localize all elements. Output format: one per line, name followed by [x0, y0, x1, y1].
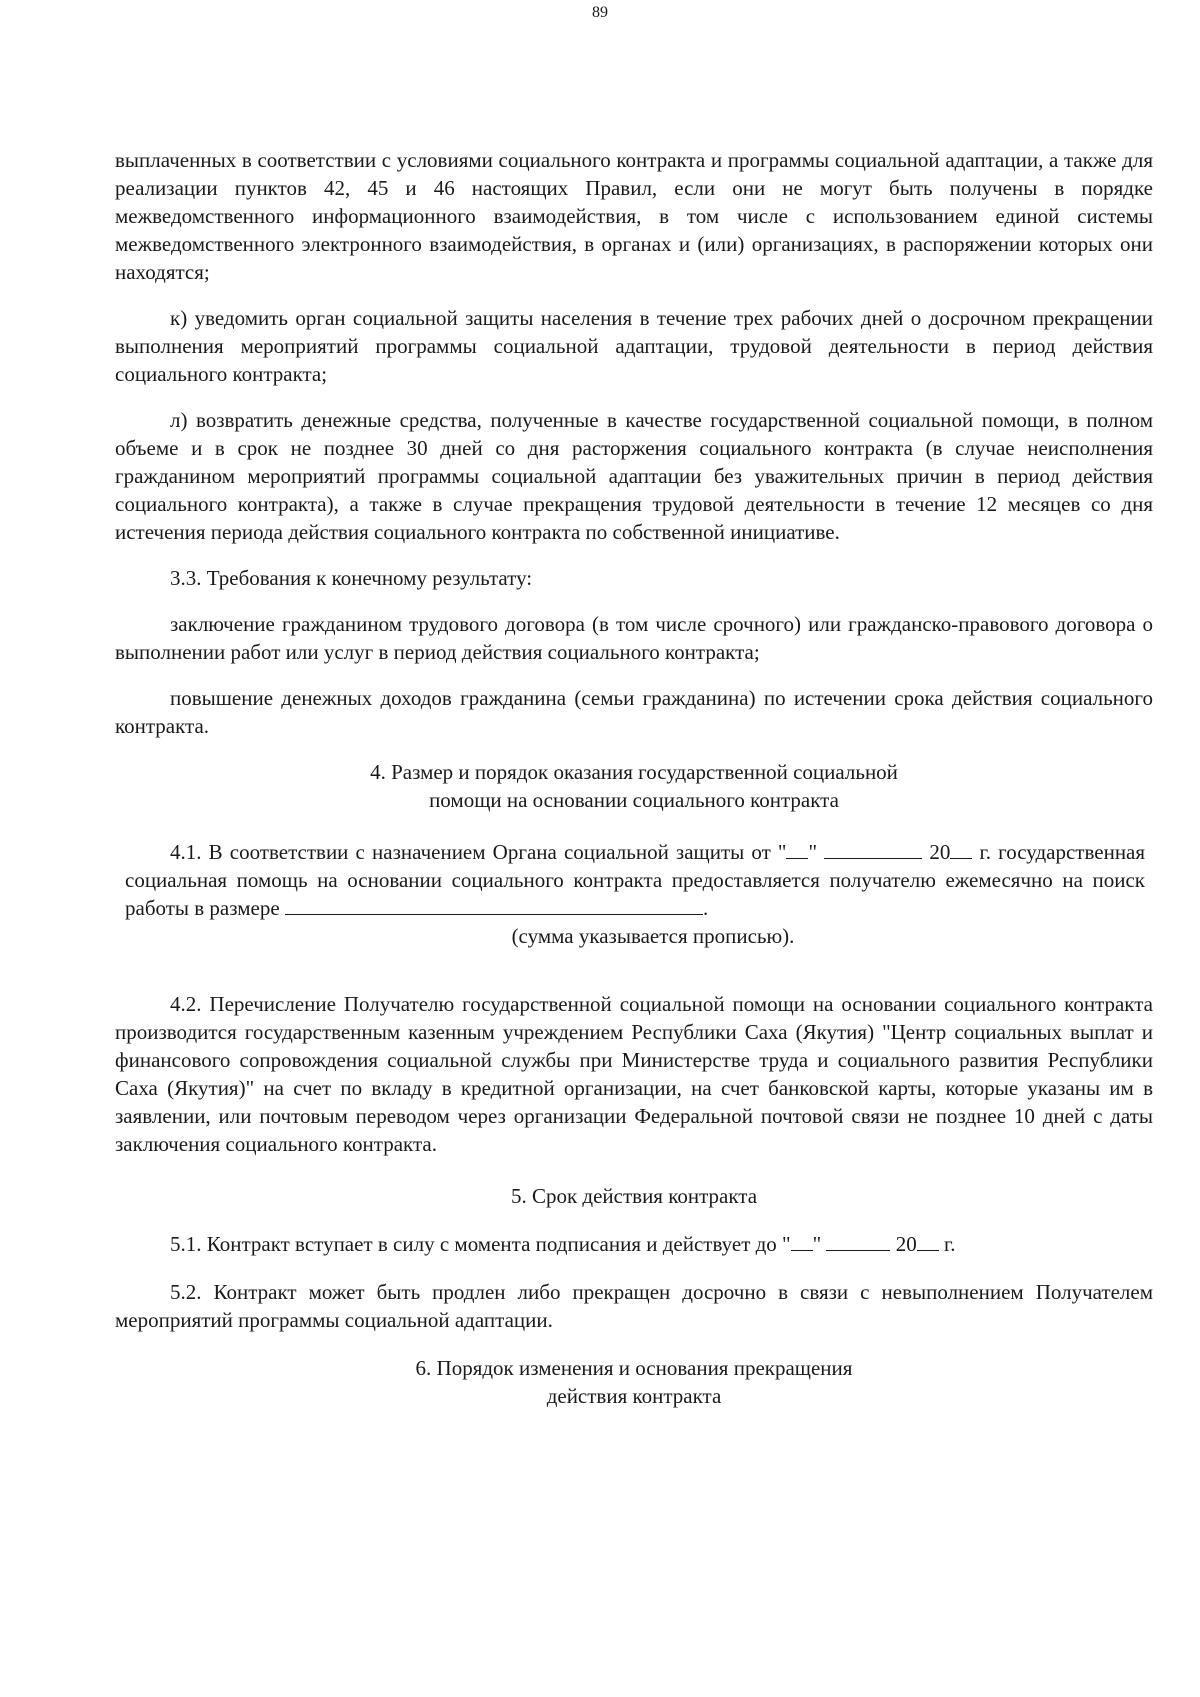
section-4-heading [115, 758, 1153, 814]
section-6-heading [115, 1354, 1153, 1410]
section-5-heading: 5. Срок действия контракта [510, 1184, 758, 1208]
amount-note: (сумма указывается прописью). [511, 924, 795, 948]
paragraph-5-1 [115, 1230, 1153, 1258]
p41-text-part1: 4.1. В соответствии с назначением Органа социальной защиты от " [170, 840, 787, 864]
paragraph-result-1: заключение гражданином трудового договора (в том числе срочного) или гражданско-правового договора о выполнении работ или услуг в период действия социального контракта; [115, 612, 1153, 664]
p41-year-prefix: 20 [929, 840, 951, 864]
paragraph-3-3: 3.3. Требования к конечному результату: [170, 566, 533, 590]
p51-year-suffix: г. [943, 1232, 956, 1256]
document-body [115, 146, 1153, 1410]
year-blank [950, 838, 972, 859]
day-blank [786, 838, 808, 859]
section-4-heading-line1: 4. Размер и порядок оказания государственной социальной [370, 760, 898, 784]
paragraph-intro: выплаченных в соответствии с условиями социального контракта и программы социальной адаптации, а также для реализации пунктов 42, 45 и 46 настоящих Правил, если они не могут быть получены в порядке межведомственного информационного взаимодействия, в том числе с использованием единой системы межведомственного электронного взаимодействия, в органах и (или) организациях, в распоряжении которых они находятся; [115, 148, 1153, 284]
paragraph-k: к) уведомить орган социальной защиты населения в течение трех рабочих дней о досрочном прекращении выполнения мероприятий программы социальной адаптации, трудовой деятельности в период действия социального контракта; [115, 306, 1153, 386]
p51-text-part2: " [812, 1232, 822, 1256]
p51-year-blank [917, 1230, 939, 1251]
section-6-heading-line1: 6. Порядок изменения и основания прекращения [415, 1356, 853, 1380]
section-6-heading-line2: действия контракта [546, 1384, 722, 1408]
amount-blank [285, 894, 703, 915]
p51-year-prefix: 20 [895, 1232, 917, 1256]
month-blank [824, 838, 922, 859]
p51-text-part1: 5.1. Контракт вступает в силу с момента подписания и действует до " [170, 1232, 791, 1256]
paragraph-5-2: 5.2. Контракт может быть продлен либо прекращен досрочно в связи с невыполнением Получателем мероприятий программы социальной адаптации. [115, 1280, 1153, 1332]
paragraph-result-2: повышение денежных доходов гражданина (семьи гражданина) по истечении срока действия социального контракта. [115, 686, 1153, 738]
section-4-heading-line2: помощи на основании социального контракта [429, 788, 839, 812]
p41-text-part5: государственная социальная помощь на основании социального контракта предоставляется получателю ежемесячно на поиск работы в размере [125, 840, 1146, 920]
p51-month-blank [826, 1230, 890, 1251]
p51-day-blank [791, 1230, 813, 1251]
p41-year-suffix: г. [979, 840, 991, 864]
p41-period: . [702, 896, 709, 920]
paragraph-4-1 [115, 838, 1153, 950]
paragraph-l: л) возвратить денежные средства, полученные в качестве государственной социальной помощи, в полном объеме и в срок не позднее 30 дней со дня расторжения социального контракта (в случае неисполнения гражданином мероприятий программы социальной адаптации без уважительных причин в период действия социального контракта), а также в случае прекращения трудовой деятельности в течение 12 месяцев со дня истечения периода действия социального контракта по собственной инициативе. [115, 408, 1153, 544]
paragraph-4-2: 4.2. Перечисление Получателю государственной социальной помощи на основании социального контракта производится государственным казенным учреждением Республики Саха (Якутия) "Центр социальных выплат и финансового сопровождения социальной службы при Министерстве труда и социального развития Республики Саха (Якутия)" на счет по вкладу в кредитной организации, на счет банковской карты, которые указаны им в заявлении, или почтовым переводом через организации Федеральной почтовой связи не позднее 10 дней с даты заключения социального контракта. [115, 992, 1153, 1156]
page-number: 89 [592, 4, 608, 21]
p41-text-part2: " [808, 840, 818, 864]
